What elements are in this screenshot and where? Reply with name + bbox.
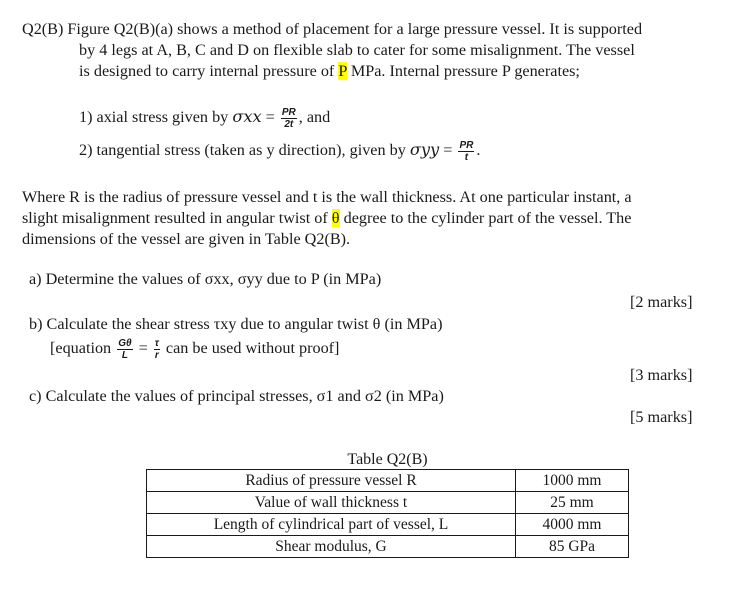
where2-post: degree to the cylinder part of the vessel. The bbox=[339, 209, 632, 227]
part-b-text: b) Calculate the shear stress τxy due to angular twist θ (in MPa) bbox=[29, 315, 443, 333]
line3-pre: is designed to carry internal pressure of bbox=[79, 62, 339, 80]
where-line-1: Where R is the radius of pressure vessel and t is the wall thickness. At one particular instant, a bbox=[22, 188, 632, 206]
where2-pre: slight misalignment resulted in angular twist of bbox=[22, 209, 332, 227]
row-label: Radius of pressure vessel R bbox=[147, 470, 516, 492]
item1-eq: = bbox=[261, 108, 279, 127]
row-value: 4000 mm bbox=[516, 514, 629, 536]
row-label: Shear modulus, G bbox=[147, 536, 516, 558]
frac-den: 2t bbox=[284, 119, 294, 130]
part-c-marks: [5 marks] bbox=[630, 408, 693, 426]
row-label: Length of cylindrical part of vessel, L bbox=[147, 514, 516, 536]
item1-pre: 1) axial stress given by bbox=[79, 108, 233, 127]
frac-num: Gθ bbox=[118, 338, 132, 349]
eq-post: can be used without proof] bbox=[161, 339, 340, 358]
frac-num: τ bbox=[154, 338, 159, 349]
part-c-text: c) Calculate the values of principal stresses, σ1 and σ2 (in MPa) bbox=[29, 387, 444, 405]
item-axial-stress bbox=[79, 107, 330, 130]
table-caption: Table Q2(B) bbox=[347, 451, 428, 468]
frac-den: t bbox=[464, 152, 469, 163]
frac-num: PR bbox=[281, 107, 296, 118]
where-line-3: dimensions of the vessel are given in Table Q2(B). bbox=[22, 230, 351, 248]
question-line-2: by 4 legs at A, B, C and D on flexible slab to cater for some misalignment. The vessel bbox=[79, 41, 635, 59]
eq-pre: [equation bbox=[50, 339, 116, 358]
item1-post: , and bbox=[298, 108, 331, 127]
where-line-2 bbox=[22, 208, 631, 228]
dimensions-table bbox=[146, 469, 629, 558]
question-line-1: Q2(B) Figure Q2(B)(a) shows a method of placement for a large pressure vessel. It is supported bbox=[22, 20, 643, 38]
table-row bbox=[147, 514, 629, 536]
frac-den: L bbox=[121, 350, 128, 361]
part-b-marks: [3 marks] bbox=[630, 366, 693, 384]
question-line-3 bbox=[79, 61, 580, 81]
frac-num: PR bbox=[459, 140, 474, 151]
fraction-pr-2t bbox=[281, 107, 297, 130]
table-row bbox=[147, 492, 629, 514]
sigma-xx-symbol: σxx bbox=[232, 107, 262, 127]
highlight-theta: θ bbox=[331, 209, 340, 227]
highlight-p: P bbox=[338, 62, 347, 80]
eq-mid: = bbox=[134, 339, 152, 358]
item2-eq: = bbox=[439, 141, 457, 160]
part-a-text: a) Determine the values of σxx, σyy due to P (in MPa) bbox=[29, 270, 382, 288]
part-b-equation bbox=[50, 338, 339, 361]
row-value: 25 mm bbox=[516, 492, 629, 514]
frac-den: r bbox=[154, 350, 159, 361]
table-row bbox=[147, 536, 629, 558]
fraction-pr-t bbox=[458, 140, 474, 163]
sigma-yy-symbol: σyy bbox=[409, 140, 440, 160]
fraction-tau-r bbox=[154, 338, 160, 361]
row-label: Value of wall thickness t bbox=[147, 492, 516, 514]
table-row bbox=[147, 470, 629, 492]
item2-post: . bbox=[476, 141, 481, 160]
line3-post: MPa. Internal pressure P generates; bbox=[346, 62, 580, 80]
row-value: 1000 mm bbox=[516, 470, 629, 492]
item-tangential-stress bbox=[79, 140, 480, 163]
part-a-marks: [2 marks] bbox=[630, 293, 693, 311]
row-value: 85 GPa bbox=[516, 536, 629, 558]
item2-pre: 2) tangential stress (taken as y direction), given by bbox=[79, 141, 410, 160]
fraction-g-theta-l bbox=[117, 338, 132, 361]
